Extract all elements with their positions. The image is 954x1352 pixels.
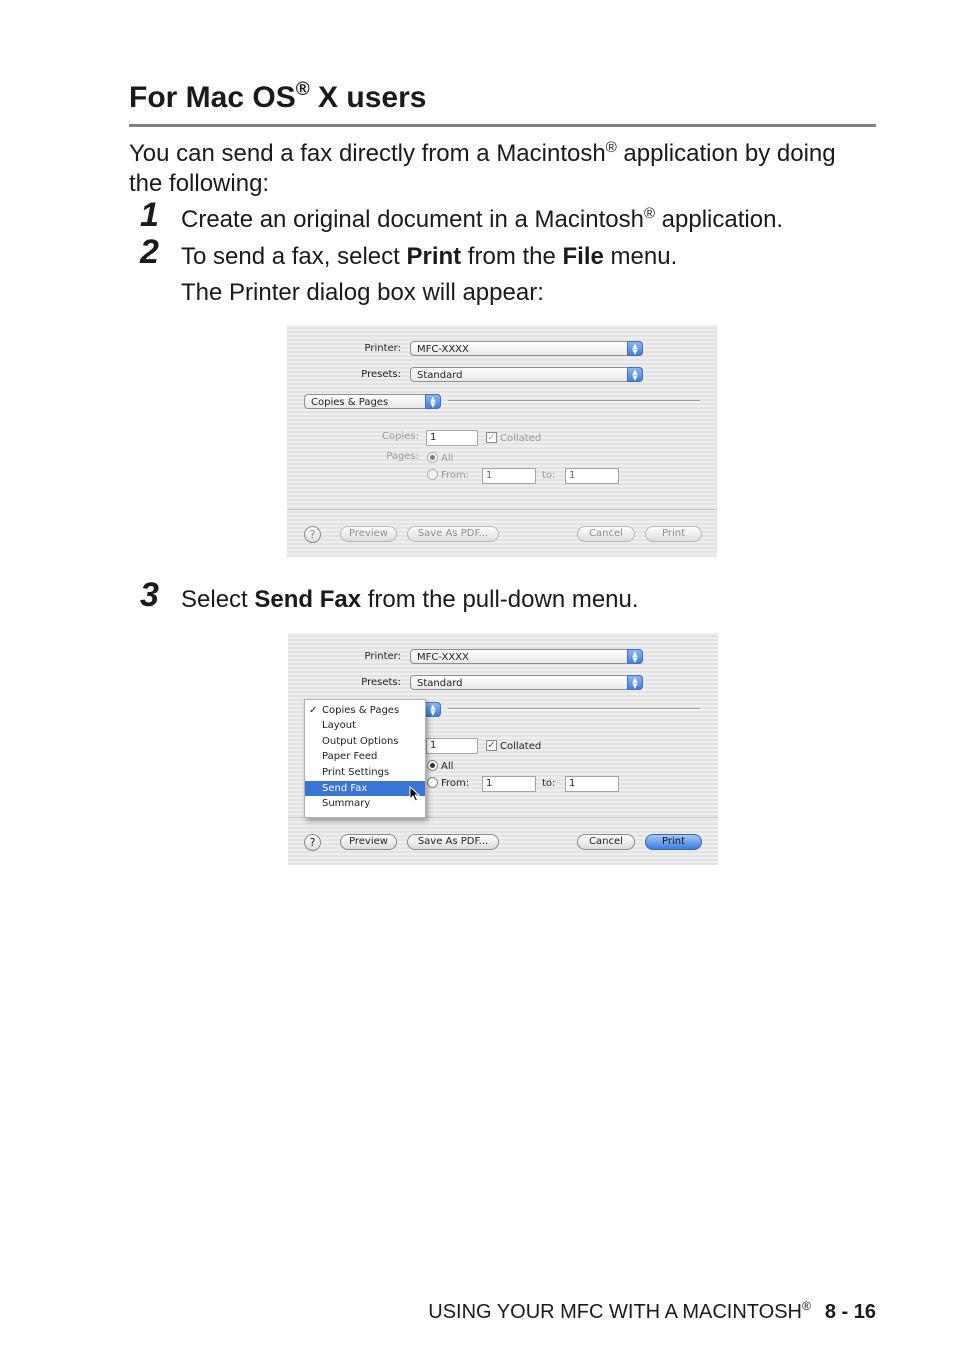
presets-label: Presets: [361, 677, 401, 688]
printer-popup[interactable]: MFC-XXXX ▲ ▼ [410, 341, 643, 356]
save-as-pdf-button[interactable]: Save As PDF... [407, 526, 499, 542]
printer-label: Printer: [364, 343, 401, 354]
menu-item-send-fax[interactable]: Send Fax [305, 781, 425, 796]
step-number: 2 [140, 233, 159, 271]
popup-arrows-icon: ▲ ▼ [627, 341, 643, 356]
cancel-button[interactable]: Cancel [577, 526, 635, 542]
print-dialog-menu-screenshot [288, 633, 718, 865]
to-label: to: [542, 778, 556, 789]
collated-label: Collated [500, 433, 542, 444]
print-button[interactable]: Print [645, 526, 702, 542]
popup-arrows-icon: ▲ ▼ [425, 702, 441, 717]
presets-label: Presets: [361, 369, 401, 380]
divider-line [448, 708, 700, 710]
menu-item-print-settings[interactable]: Print Settings [322, 767, 390, 778]
printer-popup[interactable]: MFC-XXXX ▲ ▼ [410, 649, 643, 664]
from-label: From: [441, 470, 470, 481]
step-number: 3 [140, 576, 159, 614]
collated-checkbox[interactable]: ✓ [487, 432, 496, 443]
collated-label: Collated [500, 741, 542, 752]
preview-button[interactable]: Preview [340, 526, 397, 542]
step-text: Select Send Fax from the pull-down menu. [181, 586, 639, 613]
step-text: Create an original document in a Macintosh® application. [181, 205, 784, 233]
page-footer: USING YOUR MFC WITH A MACINTOSH® 8 - 16 [428, 1299, 876, 1323]
pages-from-radio[interactable] [427, 469, 438, 480]
pages-label: Pages: [386, 451, 419, 462]
from-label: From: [441, 778, 470, 789]
to-label: to: [542, 470, 556, 481]
presets-popup[interactable]: Standard ▲ ▼ [410, 675, 643, 690]
save-as-pdf-button[interactable]: Save As PDF... [407, 834, 499, 850]
separator [287, 509, 717, 510]
copies-label: Copies: [382, 431, 419, 442]
page-number: 8 - 16 [824, 1301, 876, 1323]
printer-label: Printer: [364, 651, 401, 662]
from-input[interactable]: 1 [482, 776, 536, 792]
step-subtext: The Printer dialog box will appear: [181, 279, 544, 306]
print-dialog-screenshot [287, 325, 717, 557]
help-button[interactable]: ? [304, 526, 321, 543]
popup-arrows-icon: ▲ ▼ [627, 649, 643, 664]
print-button[interactable]: Print [645, 834, 702, 850]
menu-item-summary[interactable]: Summary [322, 798, 371, 809]
menu-item-copies-pages[interactable]: ✓ Copies & Pages [309, 705, 400, 716]
popup-arrows-icon: ▲ ▼ [425, 394, 441, 409]
pages-all-radio[interactable] [427, 760, 438, 771]
all-label: All [441, 453, 454, 464]
help-button[interactable]: ? [304, 834, 321, 851]
menu-item-paper-feed[interactable]: Paper Feed [322, 751, 378, 762]
from-input[interactable]: 1 [482, 468, 536, 484]
title-rule [129, 124, 876, 127]
to-input[interactable]: 1 [565, 468, 619, 484]
presets-popup[interactable]: Standard ▲ ▼ [410, 367, 643, 382]
divider-line [448, 400, 700, 402]
step-number: 1 [140, 196, 159, 234]
all-label: All [441, 761, 454, 772]
panel-pulldown-menu [304, 699, 426, 818]
menu-item-output-options[interactable]: Output Options [322, 736, 399, 747]
copies-input[interactable]: 1 [426, 738, 478, 754]
pages-from-radio[interactable] [427, 777, 438, 788]
popup-arrows-icon: ▲ ▼ [627, 675, 643, 690]
to-input[interactable]: 1 [565, 776, 619, 792]
popup-arrows-icon: ▲ ▼ [627, 367, 643, 382]
cancel-button[interactable]: Cancel [577, 834, 635, 850]
menu-item-layout[interactable]: Layout [322, 720, 356, 731]
collated-checkbox[interactable]: ✓ [487, 740, 496, 751]
panel-popup[interactable]: Copies & Pages ▲ ▼ [304, 394, 441, 409]
mouse-pointer-icon [409, 786, 420, 802]
preview-button[interactable]: Preview [340, 834, 397, 850]
page-title: For Mac OS® X users [129, 79, 427, 114]
step-text: To send a fax, select Print from the File menu. [181, 243, 678, 270]
pages-all-radio[interactable] [427, 452, 438, 463]
checkmark-icon: ✓ [309, 705, 318, 716]
intro-line-1: You can send a fax directly from a Macintosh® application by doing [129, 139, 836, 167]
intro-line-2: the following: [129, 170, 270, 197]
copies-input[interactable]: 1 [426, 430, 478, 446]
